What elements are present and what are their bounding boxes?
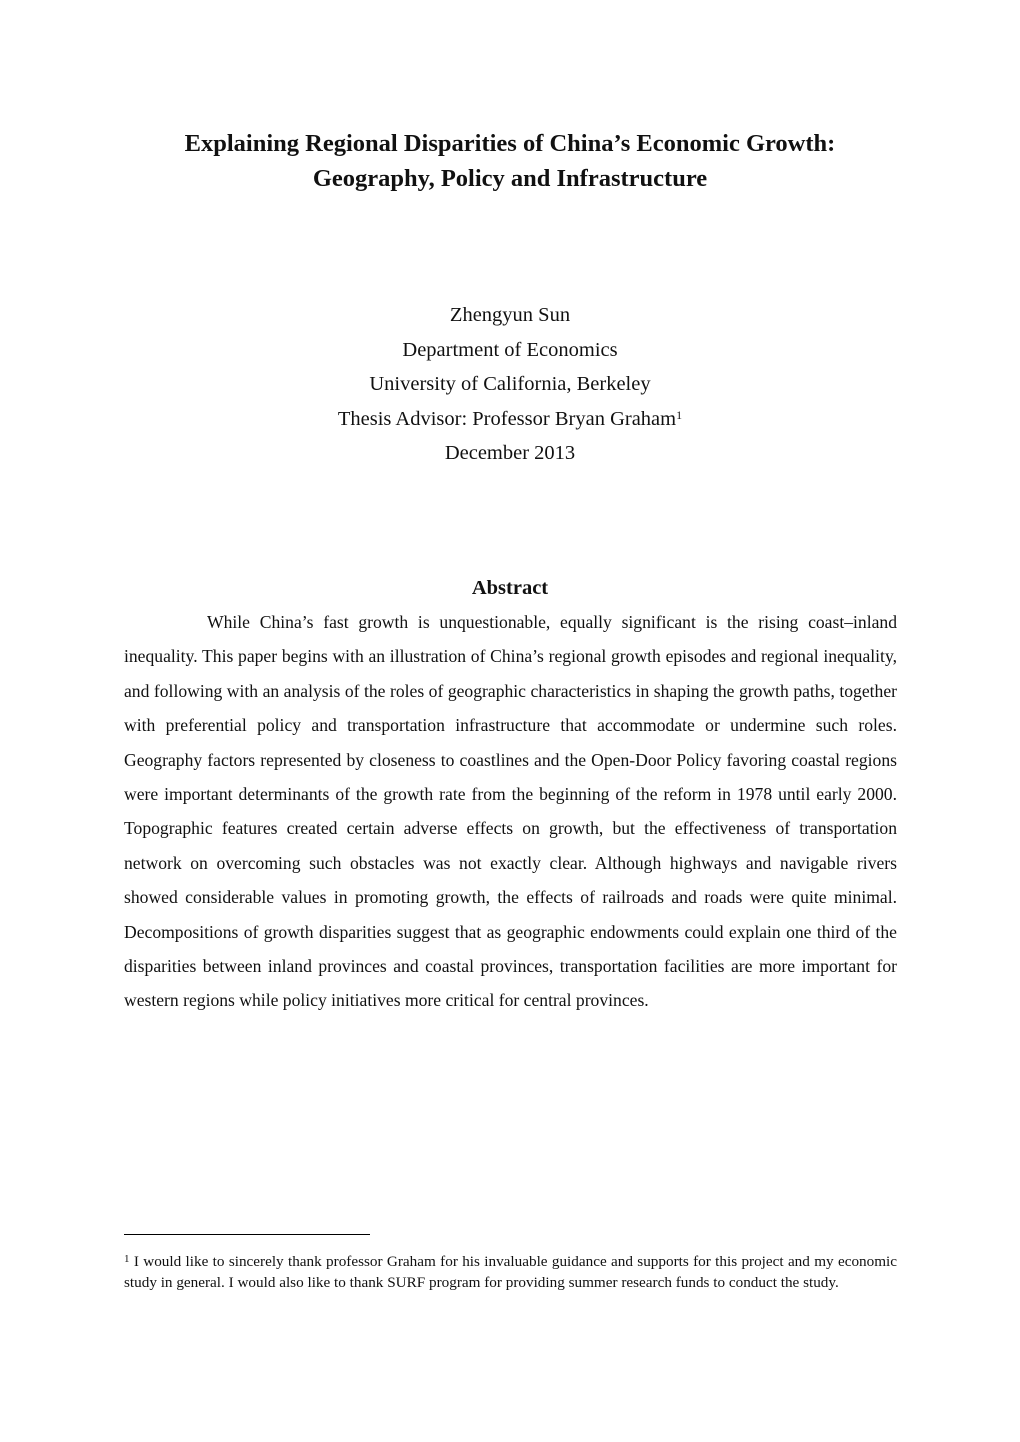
thesis-advisor [100,402,920,437]
paper-title [100,126,920,196]
footnote [124,1251,897,1293]
abstract-heading: Abstract [471,577,549,599]
abstract-body: While China’s fast growth is unquestionable, equally significant is the rising coast–inland inequality. This paper begins with an illustration of China’s regional growth episodes and regional inequality, and following with an analysis of the roles of geographic characteristics in shaping the growth paths, together with preferential policy and transportation infrastructure that accommodate or undermine such roles. Geography factors represented by closeness to coastlines and the Open-Door Policy favoring coastal regions were important determinants of the growth rate from the beginning of the reform in 1978 until early 2000. Topographic features created certain adverse effects on growth, but the effectiveness of transportation network on overcoming such obstacles was not exactly clear. Although highways and navigable rivers showed considerable values in promoting growth, the effects of railroads and roads were quite minimal. Decompositions of growth disparities suggest that as geographic endowments could explain one third of the disparities between inland provinces and coastal provinces, transportation facilities are more important for western regions while policy initiatives more critical for central provinces. [124,612,897,1011]
title-line-1: Explaining Regional Disparities of China’s Economic Growth: [184,130,836,157]
author-university: University of California, Berkeley [369,373,651,395]
title-line-2: Geography, Policy and Infrastructure [312,165,708,192]
thesis-advisor-text: Thesis Advisor: Professor Bryan Graham [337,407,677,430]
author-block [100,298,920,471]
author-name: Zhengyun Sun [449,304,571,326]
author-department: Department of Economics [402,338,618,361]
footnote-text: I would like to sincerely thank professor Graham for his invaluable guidance and supports for this project and my economic study in general. I would also like to thank SURF program for providing summer research funds to conduct the study. [124,1253,897,1292]
advisor-footnote-mark: 1 [676,407,683,422]
footnote-divider [124,1234,370,1235]
footnote-mark: 1 [124,1253,130,1265]
thesis-date: December 2013 [444,442,576,464]
